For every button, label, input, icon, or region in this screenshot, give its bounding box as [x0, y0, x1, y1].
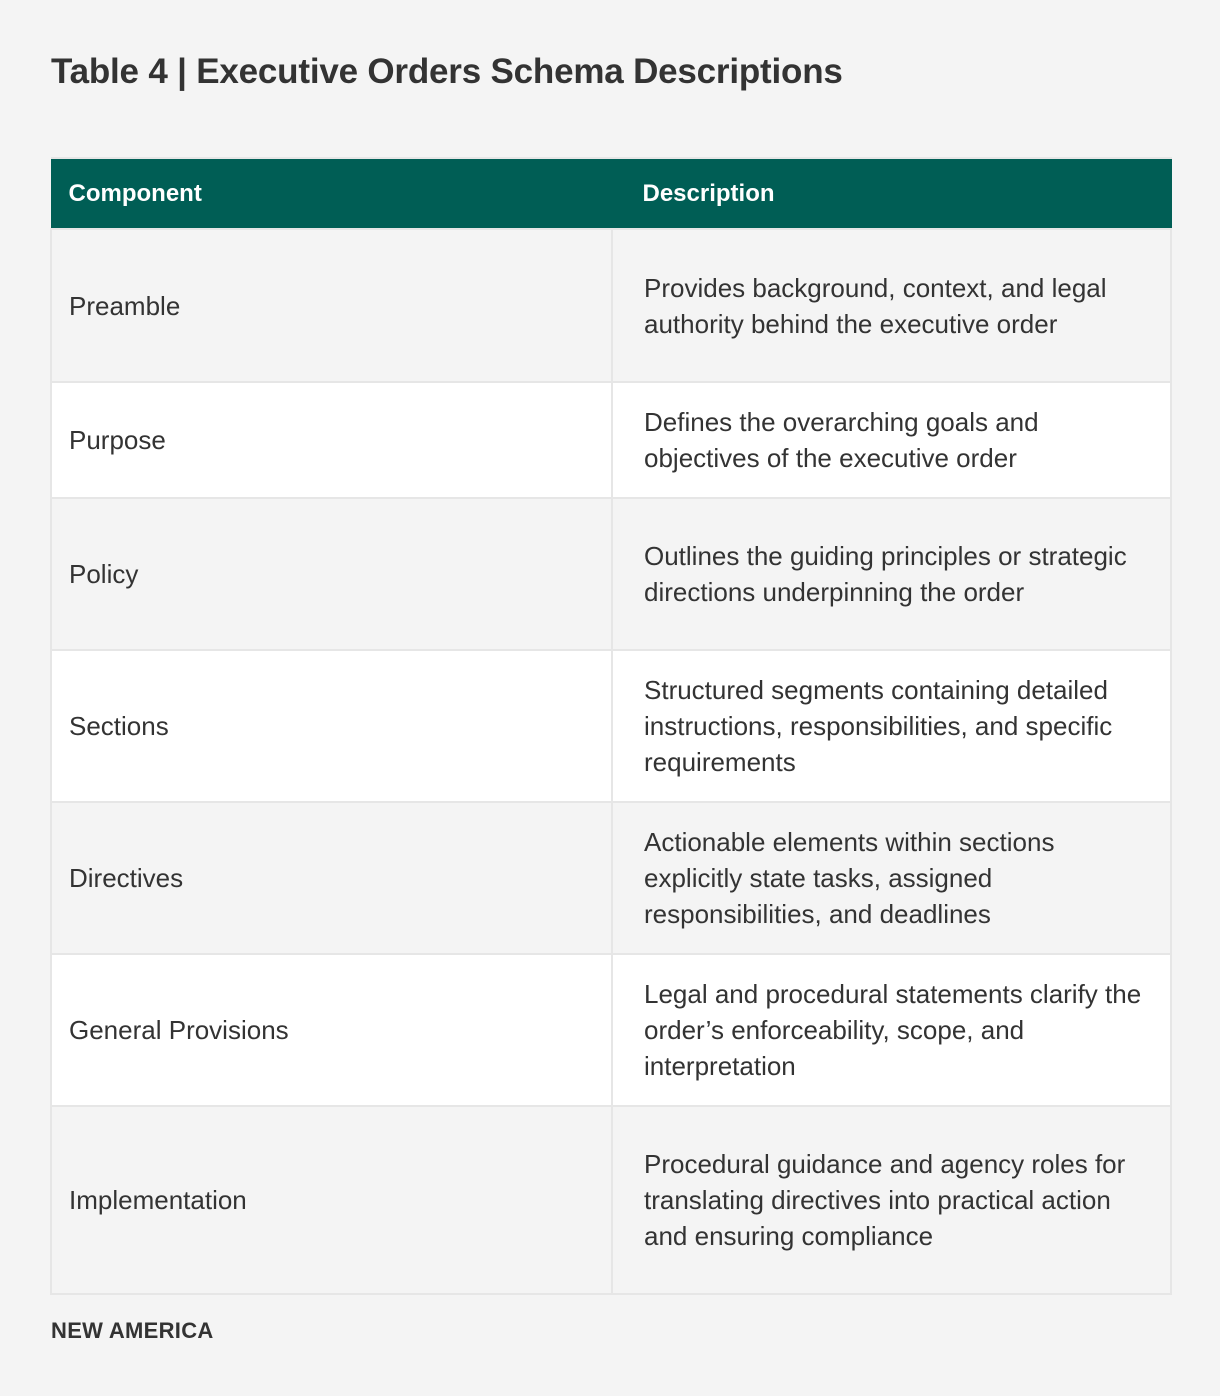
table-header — [51, 158, 1171, 229]
schema-table — [50, 157, 1172, 1295]
table-row — [51, 650, 1171, 802]
component-cell: Policy — [51, 498, 612, 650]
table-row — [51, 498, 1171, 650]
brand-footer: NEW AMERICA — [51, 1318, 214, 1343]
description-cell: Procedural guidance and agency roles for translating directives into practical action and ensuring compliance — [612, 1106, 1171, 1294]
description-cell: Provides background, context, and legal authority behind the executive order — [612, 229, 1171, 382]
schema-table-container — [50, 157, 1170, 1295]
table-row — [51, 1106, 1171, 1294]
table-row — [51, 382, 1171, 498]
component-cell: Directives — [51, 802, 612, 954]
column-header-description: Description — [612, 158, 1171, 229]
description-cell: Structured segments containing detailed instructions, responsibilities, and specific requirements — [612, 650, 1171, 802]
header-row — [51, 158, 1171, 229]
component-cell: Purpose — [51, 382, 612, 498]
component-cell: General Provisions — [51, 954, 612, 1106]
description-cell: Actionable elements within sections explicitly state tasks, assigned responsibilities, and deadlines — [612, 802, 1171, 954]
description-cell: Legal and procedural statements clarify the order’s enforceability, scope, and interpretation — [612, 954, 1171, 1106]
table-title: Table 4 | Executive Orders Schema Descriptions — [51, 52, 843, 91]
table-row — [51, 954, 1171, 1106]
table-row — [51, 802, 1171, 954]
component-cell: Sections — [51, 650, 612, 802]
table-row — [51, 229, 1171, 382]
description-cell: Outlines the guiding principles or strategic directions underpinning the order — [612, 498, 1171, 650]
table-body — [51, 229, 1171, 1294]
column-header-component: Component — [51, 158, 612, 229]
description-cell: Defines the overarching goals and objectives of the executive order — [612, 382, 1171, 498]
component-cell: Preamble — [51, 229, 612, 382]
component-cell: Implementation — [51, 1106, 612, 1294]
